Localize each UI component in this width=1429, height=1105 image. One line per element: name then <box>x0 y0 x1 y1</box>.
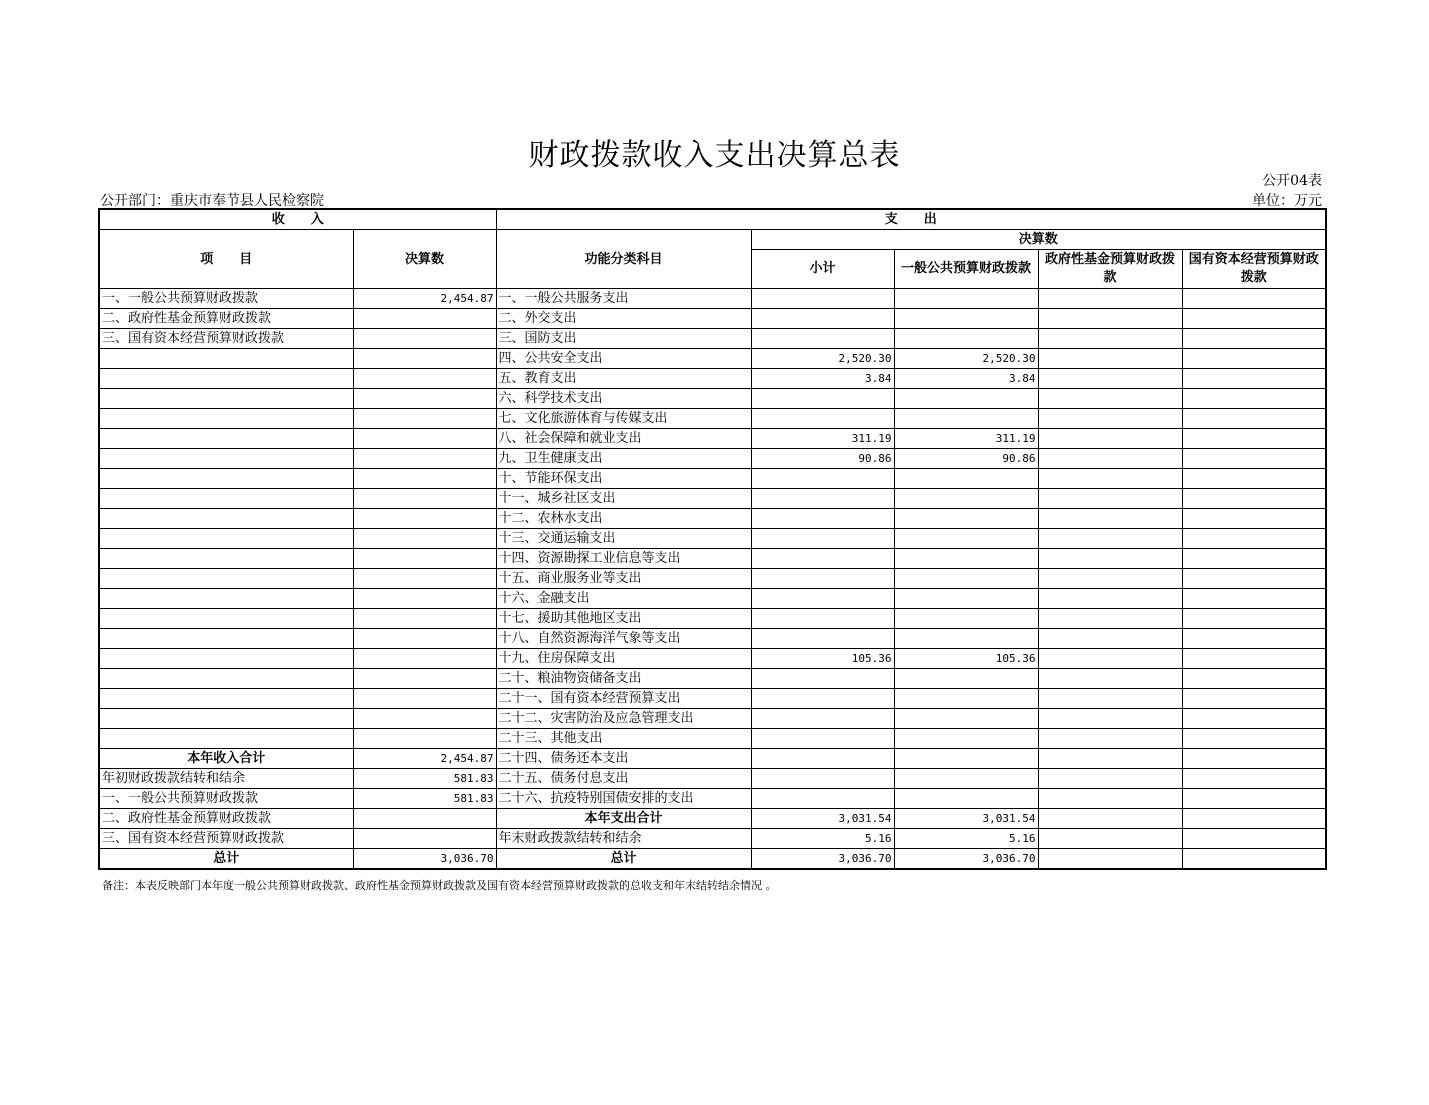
state-capital-cell <box>1182 829 1326 849</box>
table-row <box>99 729 1326 749</box>
income-amount-cell <box>353 629 496 649</box>
income-item-cell <box>99 449 353 469</box>
footnote: 备注：本表反映部门本年度一般公共预算财政拨款、政府性基金预算财政拨款及国有资本经营预算财政拨款的总收支和年末结转结余情况 。 <box>102 879 777 892</box>
subtotal-cell <box>751 529 894 549</box>
table-row <box>99 809 1326 829</box>
general-budget-cell <box>894 409 1038 429</box>
general-budget-cell <box>894 609 1038 629</box>
income-amount-cell <box>353 489 496 509</box>
function-item-cell: 二十二、灾害防治及应急管理支出 <box>496 709 751 729</box>
fund-budget-cell <box>1038 749 1182 769</box>
income-amount-cell <box>353 829 496 849</box>
general-budget-cell <box>894 509 1038 529</box>
subtotal-cell <box>751 689 894 709</box>
function-item-cell: 十、节能环保支出 <box>496 469 751 489</box>
income-item-cell <box>99 409 353 429</box>
function-item-cell: 总计 <box>496 849 751 870</box>
income-amount-cell: 581.83 <box>353 789 496 809</box>
state-capital-cell <box>1182 649 1326 669</box>
report-title: 财政拨款收入支出决算总表 <box>528 138 901 173</box>
income-amount-cell <box>353 569 496 589</box>
general-budget-cell <box>894 749 1038 769</box>
subtotal-cell <box>751 709 894 729</box>
subtotal-cell <box>751 669 894 689</box>
subtotal-header: 小计 <box>751 250 894 289</box>
state-capital-cell <box>1182 349 1326 369</box>
income-amount-cell <box>353 649 496 669</box>
income-item-cell: 本年收入合计 <box>99 749 353 769</box>
income-item-cell <box>99 389 353 409</box>
income-item-cell <box>99 569 353 589</box>
subtotal-cell <box>751 749 894 769</box>
income-amount-cell <box>353 329 496 349</box>
subtotal-cell <box>751 569 894 589</box>
income-amount-cell <box>353 809 496 829</box>
table-row <box>99 789 1326 809</box>
income-amount-cell <box>353 529 496 549</box>
fund-budget-cell <box>1038 609 1182 629</box>
function-item-cell: 十二、农林水支出 <box>496 509 751 529</box>
function-item-cell: 二十三、其他支出 <box>496 729 751 749</box>
subtotal-cell <box>751 589 894 609</box>
table-row <box>99 509 1326 529</box>
fund-budget-cell <box>1038 589 1182 609</box>
subtotal-cell <box>751 329 894 349</box>
table-row <box>99 749 1326 769</box>
general-budget-cell <box>894 489 1038 509</box>
income-item-cell <box>99 609 353 629</box>
income-item-cell <box>99 649 353 669</box>
state-capital-cell <box>1182 629 1326 649</box>
state-capital-cell <box>1182 729 1326 749</box>
function-item-cell: 二十一、国有资本经营预算支出 <box>496 689 751 709</box>
fund-budget-cell <box>1038 649 1182 669</box>
fund-budget-cell <box>1038 629 1182 649</box>
income-item-cell <box>99 469 353 489</box>
fund-budget-cell <box>1038 769 1182 789</box>
income-amount-cell <box>353 449 496 469</box>
state-capital-cell <box>1182 489 1326 509</box>
state-capital-cell <box>1182 429 1326 449</box>
budget-group-header: 决算数 <box>751 230 1326 250</box>
item-header: 项 目 <box>99 230 353 289</box>
function-item-cell: 十三、交通运输支出 <box>496 529 751 549</box>
subtotal-cell: 311.19 <box>751 429 894 449</box>
state-capital-cell <box>1182 789 1326 809</box>
subtotal-cell <box>751 769 894 789</box>
income-item-cell <box>99 709 353 729</box>
table-row <box>99 649 1326 669</box>
income-amount-cell: 2,454.87 <box>353 749 496 769</box>
state-capital-cell <box>1182 289 1326 309</box>
fund-budget-cell <box>1038 509 1182 529</box>
general-budget-cell <box>894 789 1038 809</box>
income-amount-cell: 2,454.87 <box>353 289 496 309</box>
state-capital-header: 国有资本经营预算财政拨款 <box>1182 250 1326 289</box>
state-capital-cell <box>1182 309 1326 329</box>
fund-budget-cell <box>1038 689 1182 709</box>
income-amount-cell <box>353 409 496 429</box>
table-row <box>99 449 1326 469</box>
state-capital-cell <box>1182 589 1326 609</box>
fund-budget-header: 政府性基金预算财政拨款 <box>1038 250 1182 289</box>
income-item-cell: 三、国有资本经营预算财政拨款 <box>99 329 353 349</box>
table-row <box>99 709 1326 729</box>
table-row <box>99 629 1326 649</box>
fund-budget-cell <box>1038 289 1182 309</box>
fund-budget-cell <box>1038 309 1182 329</box>
fund-budget-cell <box>1038 709 1182 729</box>
state-capital-cell <box>1182 809 1326 829</box>
fund-budget-cell <box>1038 529 1182 549</box>
expense-header: 支 出 <box>496 209 1326 230</box>
state-capital-cell <box>1182 389 1326 409</box>
income-item-cell: 三、国有资本经营预算财政拨款 <box>99 829 353 849</box>
fund-budget-cell <box>1038 449 1182 469</box>
income-item-cell <box>99 589 353 609</box>
state-capital-cell <box>1182 749 1326 769</box>
fund-budget-cell <box>1038 789 1182 809</box>
table-row <box>99 529 1326 549</box>
income-item-cell: 二、政府性基金预算财政拨款 <box>99 809 353 829</box>
income-amount-cell <box>353 609 496 629</box>
function-item-cell: 十九、住房保障支出 <box>496 649 751 669</box>
income-item-cell <box>99 529 353 549</box>
function-item-cell: 四、公共安全支出 <box>496 349 751 369</box>
table-row <box>99 569 1326 589</box>
state-capital-cell <box>1182 509 1326 529</box>
function-item-cell: 八、社会保障和就业支出 <box>496 429 751 449</box>
subtotal-cell <box>751 509 894 529</box>
subtotal-cell <box>751 409 894 429</box>
table-row <box>99 309 1326 329</box>
table-row <box>99 609 1326 629</box>
income-item-cell <box>99 729 353 749</box>
income-item-cell <box>99 549 353 569</box>
state-capital-cell <box>1182 529 1326 549</box>
function-item-cell: 二十、粮油物资储备支出 <box>496 669 751 689</box>
state-capital-cell <box>1182 409 1326 429</box>
general-budget-cell: 311.19 <box>894 429 1038 449</box>
state-capital-cell <box>1182 469 1326 489</box>
state-capital-cell <box>1182 369 1326 389</box>
general-budget-cell <box>894 689 1038 709</box>
fund-budget-cell <box>1038 809 1182 829</box>
subtotal-cell: 3,031.54 <box>751 809 894 829</box>
subtotal-cell: 5.16 <box>751 829 894 849</box>
general-budget-cell <box>894 529 1038 549</box>
function-item-cell: 五、教育支出 <box>496 369 751 389</box>
table-row <box>99 589 1326 609</box>
general-budget-cell: 3,031.54 <box>894 809 1038 829</box>
fund-budget-cell <box>1038 429 1182 449</box>
subtotal-cell <box>751 549 894 569</box>
fund-budget-cell <box>1038 669 1182 689</box>
general-budget-cell <box>894 629 1038 649</box>
state-capital-cell <box>1182 329 1326 349</box>
table-row <box>99 409 1326 429</box>
table-row <box>99 369 1326 389</box>
header-row-1 <box>99 209 1326 230</box>
state-capital-cell <box>1182 849 1326 870</box>
general-budget-cell: 3.84 <box>894 369 1038 389</box>
function-item-cell: 十五、商业服务业等支出 <box>496 569 751 589</box>
income-amount-cell <box>353 549 496 569</box>
income-item-cell: 总计 <box>99 849 353 870</box>
function-item-cell: 七、文化旅游体育与传媒支出 <box>496 409 751 429</box>
state-capital-cell <box>1182 549 1326 569</box>
table-row <box>99 829 1326 849</box>
department-label: 公开部门：重庆市奉节县人民检察院 <box>100 193 324 209</box>
function-item-cell: 十六、金融支出 <box>496 589 751 609</box>
fund-budget-cell <box>1038 349 1182 369</box>
table-row <box>99 669 1326 689</box>
function-item-cell: 十一、城乡社区支出 <box>496 489 751 509</box>
general-budget-cell: 90.86 <box>894 449 1038 469</box>
func-header: 功能分类科目 <box>496 230 751 289</box>
function-item-cell: 二十五、债务付息支出 <box>496 769 751 789</box>
income-amount-cell <box>353 689 496 709</box>
income-item-cell: 一、一般公共预算财政拨款 <box>99 789 353 809</box>
subtotal-cell <box>751 389 894 409</box>
income-amount-cell <box>353 729 496 749</box>
state-capital-cell <box>1182 669 1326 689</box>
general-budget-cell <box>894 569 1038 589</box>
table-row <box>99 329 1326 349</box>
income-item-cell: 一、一般公共预算财政拨款 <box>99 289 353 309</box>
table-row <box>99 389 1326 409</box>
general-budget-cell <box>894 329 1038 349</box>
table-row <box>99 549 1326 569</box>
fund-budget-cell <box>1038 549 1182 569</box>
function-item-cell: 九、卫生健康支出 <box>496 449 751 469</box>
income-item-cell <box>99 489 353 509</box>
income-amount-cell <box>353 389 496 409</box>
subtotal-cell: 105.36 <box>751 649 894 669</box>
state-capital-cell <box>1182 569 1326 589</box>
function-item-cell: 三、国防支出 <box>496 329 751 349</box>
amount-header: 决算数 <box>353 230 496 289</box>
income-item-cell <box>99 509 353 529</box>
state-capital-cell <box>1182 769 1326 789</box>
function-item-cell: 六、科学技术支出 <box>496 389 751 409</box>
general-budget-cell <box>894 389 1038 409</box>
fund-budget-cell <box>1038 829 1182 849</box>
fund-budget-cell <box>1038 489 1182 509</box>
table-row <box>99 849 1326 870</box>
income-item-cell <box>99 669 353 689</box>
function-item-cell: 十八、自然资源海洋气象等支出 <box>496 629 751 649</box>
general-budget-cell <box>894 709 1038 729</box>
income-item-cell: 年初财政拨款结转和结余 <box>99 769 353 789</box>
general-budget-cell: 3,036.70 <box>894 849 1038 870</box>
function-item-cell: 十四、资源勘探工业信息等支出 <box>496 549 751 569</box>
subtotal-cell: 2,520.30 <box>751 349 894 369</box>
income-amount-cell: 581.83 <box>353 769 496 789</box>
fund-budget-cell <box>1038 409 1182 429</box>
income-item-cell <box>99 689 353 709</box>
general-budget-cell <box>894 289 1038 309</box>
general-budget-cell <box>894 549 1038 569</box>
header-row-2 <box>99 230 1326 250</box>
income-item-cell <box>99 349 353 369</box>
state-capital-cell <box>1182 689 1326 709</box>
general-budget-cell <box>894 669 1038 689</box>
table-row <box>99 469 1326 489</box>
function-item-cell: 二十六、抗疫特别国债安排的支出 <box>496 789 751 809</box>
subtotal-cell <box>751 289 894 309</box>
income-item-cell: 二、政府性基金预算财政拨款 <box>99 309 353 329</box>
income-amount-cell <box>353 349 496 369</box>
fund-budget-cell <box>1038 329 1182 349</box>
income-amount-cell <box>353 509 496 529</box>
income-item-cell <box>99 369 353 389</box>
table-row <box>99 489 1326 509</box>
general-budget-cell: 5.16 <box>894 829 1038 849</box>
general-budget-cell <box>894 769 1038 789</box>
income-amount-cell <box>353 369 496 389</box>
function-item-cell: 二、外交支出 <box>496 309 751 329</box>
appropriation-table <box>98 208 1327 870</box>
table-row <box>99 289 1326 309</box>
unit-label: 单位：万元 <box>1252 193 1322 209</box>
fund-budget-cell <box>1038 849 1182 870</box>
income-amount-cell <box>353 589 496 609</box>
general-budget-cell <box>894 469 1038 489</box>
income-amount-cell <box>353 309 496 329</box>
subtotal-cell <box>751 469 894 489</box>
table-row <box>99 429 1326 449</box>
general-budget-header: 一般公共预算财政拨款 <box>894 250 1038 289</box>
income-item-cell <box>99 429 353 449</box>
table-row <box>99 689 1326 709</box>
income-amount-cell <box>353 669 496 689</box>
subtotal-cell: 3.84 <box>751 369 894 389</box>
subtotal-cell <box>751 789 894 809</box>
function-item-cell: 二十四、债务还本支出 <box>496 749 751 769</box>
subtotal-cell <box>751 629 894 649</box>
subtotal-cell <box>751 729 894 749</box>
general-budget-cell: 105.36 <box>894 649 1038 669</box>
state-capital-cell <box>1182 449 1326 469</box>
fund-budget-cell <box>1038 569 1182 589</box>
general-budget-cell <box>894 589 1038 609</box>
subtotal-cell <box>751 489 894 509</box>
general-budget-cell: 2,520.30 <box>894 349 1038 369</box>
fund-budget-cell <box>1038 389 1182 409</box>
fund-budget-cell <box>1038 729 1182 749</box>
income-amount-cell: 3,036.70 <box>353 849 496 870</box>
subtotal-cell: 3,036.70 <box>751 849 894 870</box>
state-capital-cell <box>1182 709 1326 729</box>
function-item-cell: 十七、援助其他地区支出 <box>496 609 751 629</box>
fund-budget-cell <box>1038 469 1182 489</box>
state-capital-cell <box>1182 609 1326 629</box>
general-budget-cell <box>894 309 1038 329</box>
income-amount-cell <box>353 469 496 489</box>
form-number: 公开04表 <box>1262 173 1322 189</box>
fund-budget-cell <box>1038 369 1182 389</box>
function-item-cell: 年末财政拨款结转和结余 <box>496 829 751 849</box>
table-row <box>99 769 1326 789</box>
income-amount-cell <box>353 429 496 449</box>
table-row <box>99 349 1326 369</box>
function-item-cell: 一、一般公共服务支出 <box>496 289 751 309</box>
subtotal-cell <box>751 609 894 629</box>
income-header: 收 入 <box>99 209 496 230</box>
general-budget-cell <box>894 729 1038 749</box>
subtotal-cell <box>751 309 894 329</box>
subtotal-cell: 90.86 <box>751 449 894 469</box>
income-item-cell <box>99 629 353 649</box>
income-amount-cell <box>353 709 496 729</box>
function-item-cell: 本年支出合计 <box>496 809 751 829</box>
